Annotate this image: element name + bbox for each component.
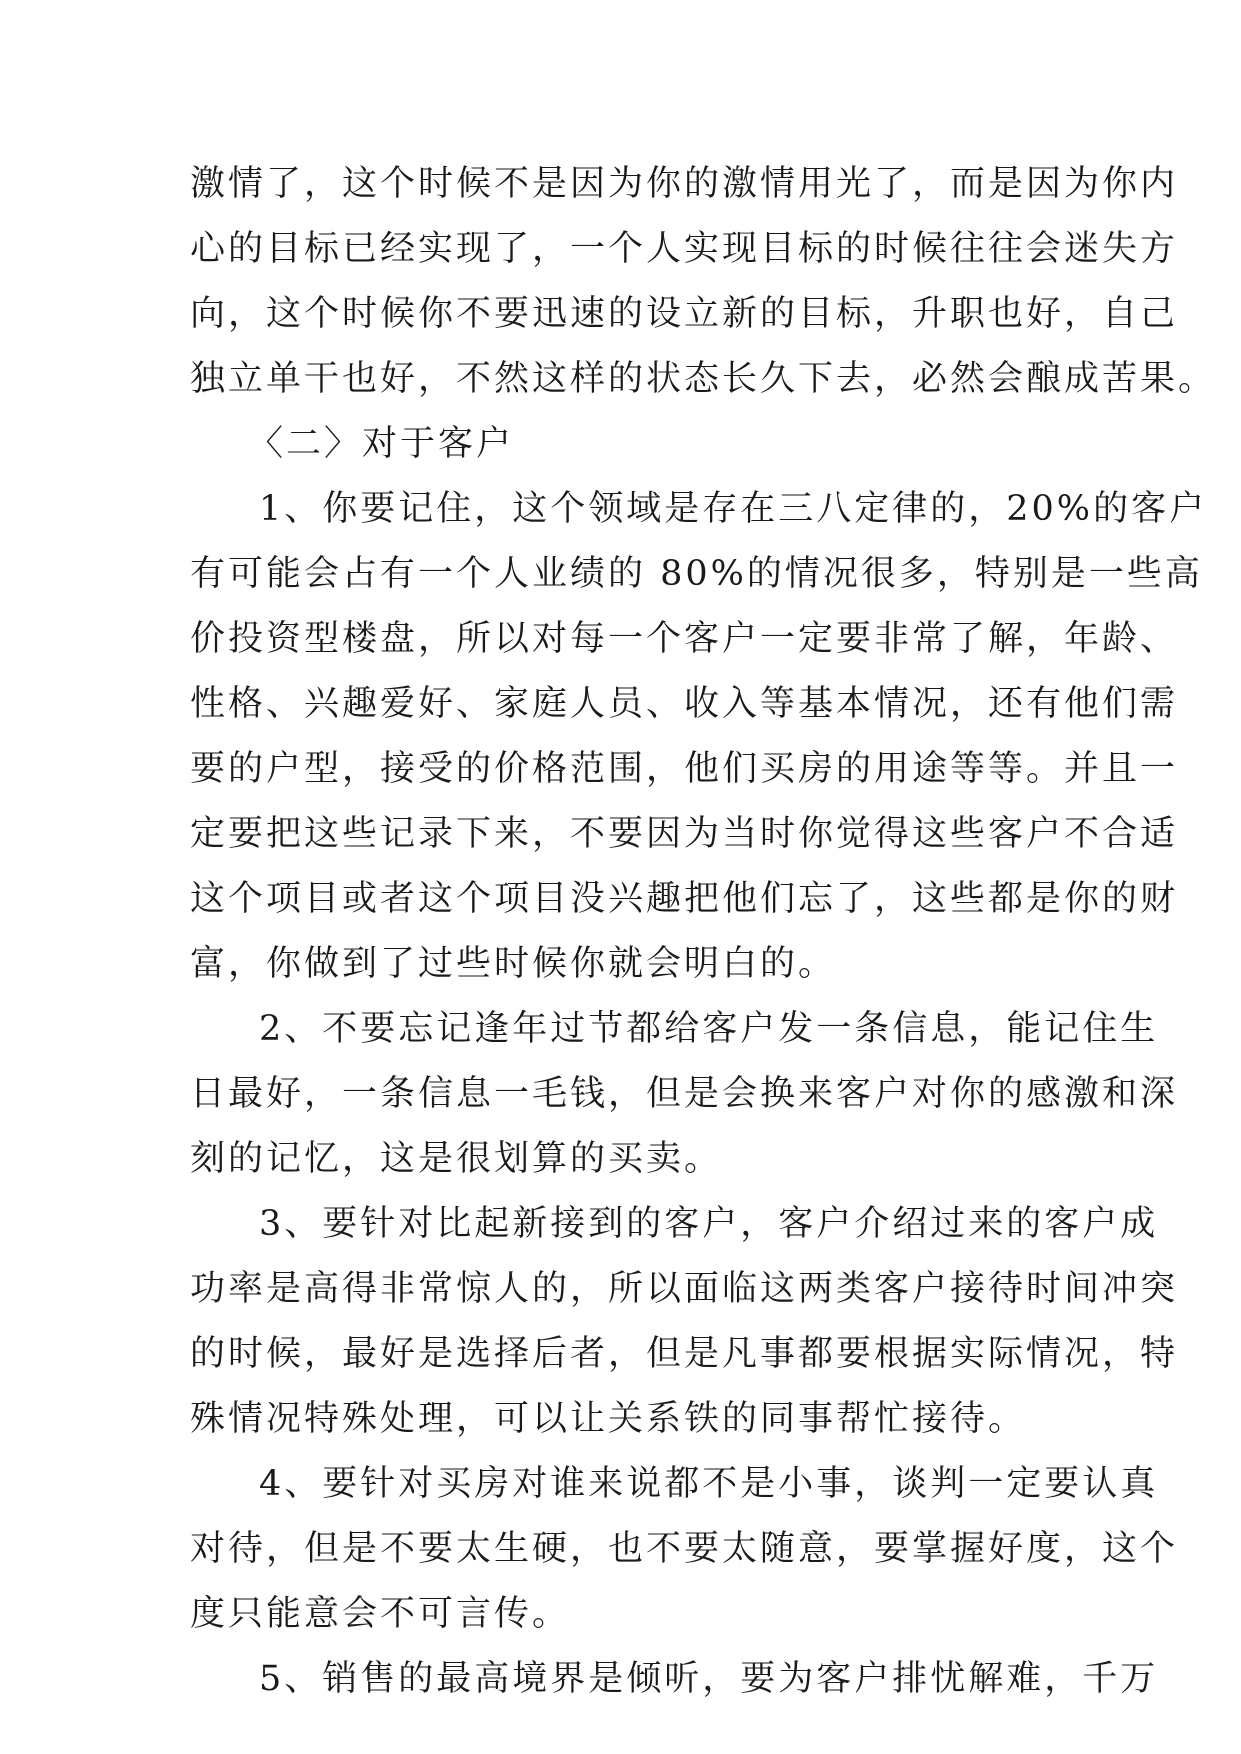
paragraph-line: 有可能会占有一个人业绩的 80%的情况很多，特别是一些高 [190, 554, 1203, 594]
paragraph-line: 这个项目或者这个项目没兴趣把他们忘了，这些都是你的财 [190, 879, 1179, 919]
paragraph-line: 价投资型楼盘，所以对每一个客户一定要非常了解，年龄、 [190, 619, 1179, 659]
paragraph-line: 2、不要忘记逢年过节都给客户发一条信息，能记住生 [259, 1009, 1159, 1049]
section-heading: 〈二〉对于客户 [248, 424, 515, 464]
document-body [190, 152, 1217, 1712]
paragraph-line: 向，这个时候你不要迅速的设立新的目标，升职也好，自己 [190, 294, 1179, 334]
paragraph-line: 激情了，这个时候不是因为你的激情用光了，而是因为你内 [190, 164, 1179, 204]
paragraph-line: 3、要针对比起新接到的客户，客户介绍过来的客户成 [259, 1204, 1159, 1244]
paragraph-line: 日最好，一条信息一毛钱，但是会换来客户对你的感激和深 [190, 1074, 1179, 1114]
paragraph-line: 殊情况特殊处理，可以让关系铁的同事帮忙接待。 [190, 1399, 1027, 1439]
paragraph-line: 要的户型，接受的价格范围，他们买房的用途等等。并且一 [190, 749, 1179, 789]
paragraph-line: 独立单干也好，不然这样的状态长久下去，必然会酿成苦果。 [190, 359, 1217, 399]
paragraph-line: 的时候，最好是选择后者，但是凡事都要根据实际情况，特 [190, 1334, 1179, 1374]
paragraph-line: 1、你要记住，这个领域是存在三八定律的，20%的客户 [259, 489, 1208, 529]
paragraph-line: 富，你做到了过些时候你就会明白的。 [190, 944, 837, 984]
paragraph-line: 功率是高得非常惊人的，所以面临这两类客户接待时间冲突 [190, 1269, 1179, 1309]
paragraph-line: 心的目标已经实现了，一个人实现目标的时候往往会迷失方 [190, 229, 1179, 269]
paragraph-line: 度只能意会不可言传。 [190, 1594, 571, 1634]
paragraph-line: 性格、兴趣爱好、家庭人员、收入等基本情况，还有他们需 [190, 684, 1179, 724]
paragraph-line: 对待，但是不要太生硬，也不要太随意，要掌握好度，这个 [190, 1529, 1179, 1569]
paragraph-line: 4、要针对买房对谁来说都不是小事，谈判一定要认真 [259, 1464, 1159, 1504]
paragraph-line: 5、销售的最高境界是倾听，要为客户排忧解难，千万 [259, 1659, 1159, 1699]
paragraph-line: 定要把这些记录下来，不要因为当时你觉得这些客户不合适 [190, 814, 1179, 854]
paragraph-line: 刻的记忆，这是很划算的买卖。 [190, 1139, 723, 1179]
